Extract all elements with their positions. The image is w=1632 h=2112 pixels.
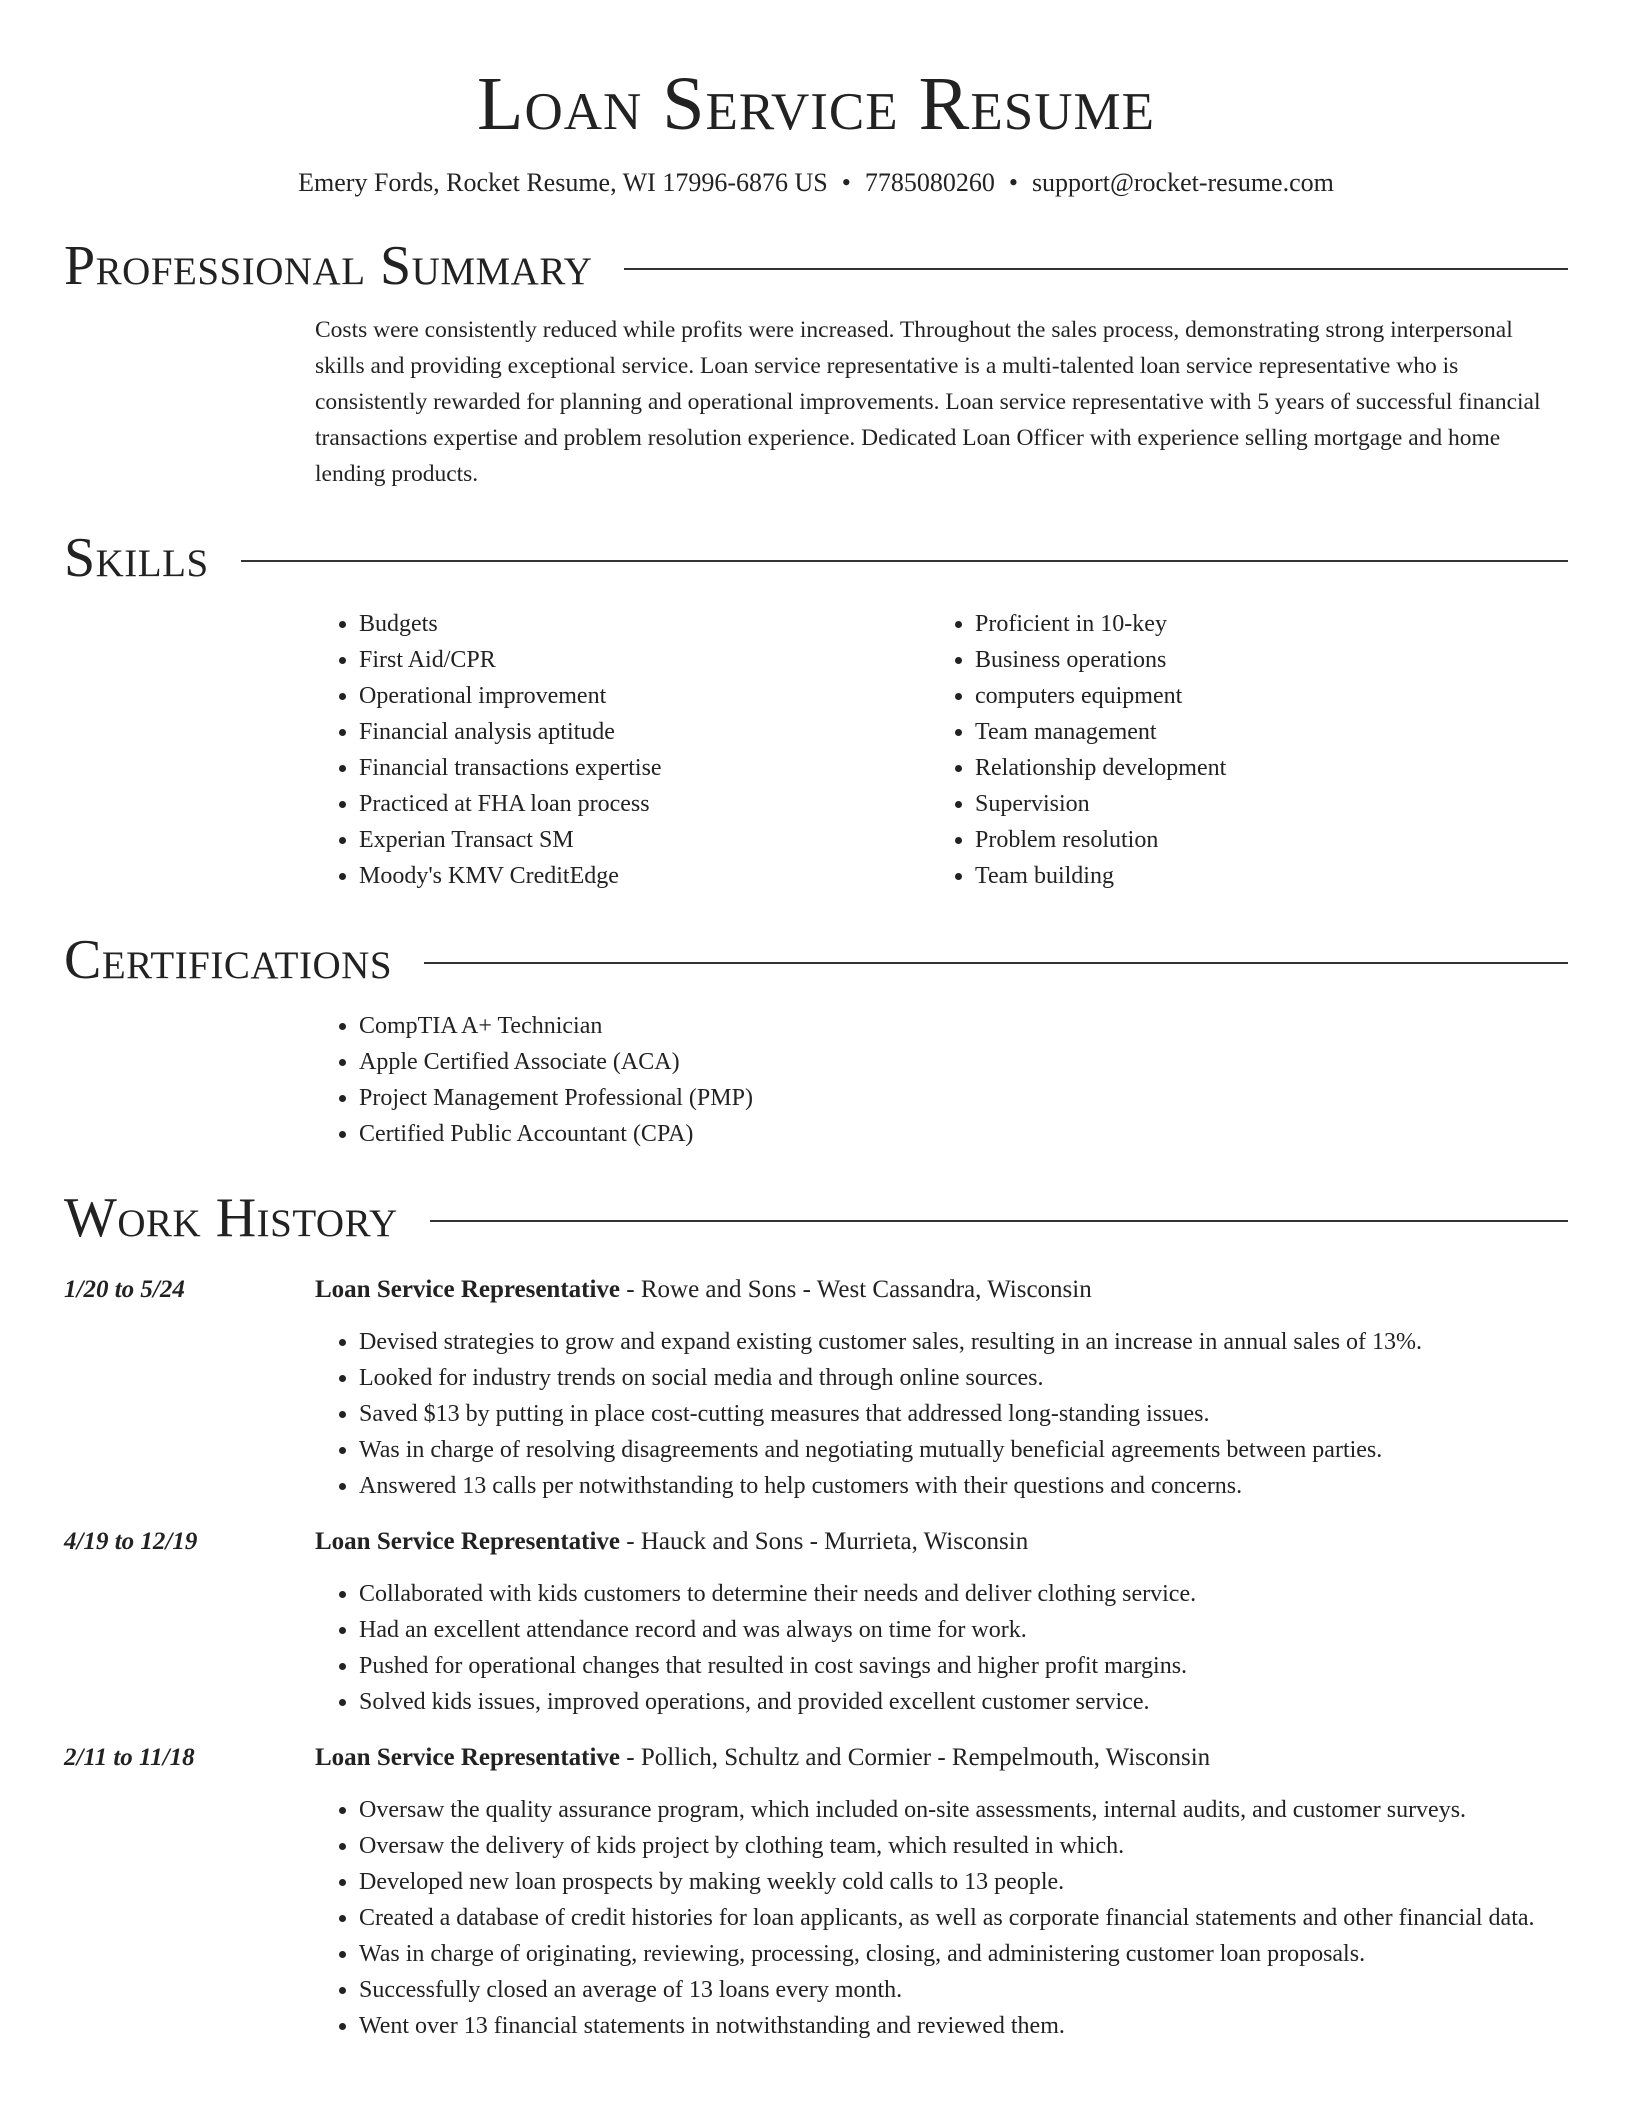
section-divider bbox=[624, 268, 1568, 270]
skill-item: • Operational improvement bbox=[359, 678, 931, 714]
skill-item: • Team building bbox=[975, 858, 1547, 894]
skill-item: • Financial transactions expertise bbox=[359, 750, 931, 786]
job-header bbox=[64, 1272, 1568, 1308]
job-title-line bbox=[315, 1272, 1568, 1308]
job-dates: 2/11 to 11/18 bbox=[64, 1744, 195, 1771]
job-dates: 1/20 to 5/24 bbox=[64, 1276, 185, 1303]
certification-item: • Apple Certified Associate (ACA) bbox=[359, 1044, 1568, 1080]
section-certifications-title: Certifications bbox=[64, 929, 393, 991]
certifications-list bbox=[315, 1008, 1568, 1152]
resume-page bbox=[64, 0, 1568, 2044]
job-bullet: • Successfully closed an average of 13 loans every month. bbox=[359, 1972, 1568, 2008]
certification-item: • Certified Public Accountant (CPA) bbox=[359, 1116, 1568, 1152]
job-entry bbox=[64, 1272, 1568, 1504]
section-summary-header bbox=[64, 234, 1568, 298]
contact-address: Emery Fords, Rocket Resume, WI 17996-6876 US bbox=[298, 168, 828, 197]
section-skills-header bbox=[64, 526, 1568, 590]
skill-item: • Budgets bbox=[359, 606, 931, 642]
skills-column-left bbox=[315, 606, 931, 894]
skill-item: • Practiced at FHA loan process bbox=[359, 786, 931, 822]
job-company: - Rowe and Sons - West Cassandra, Wisconsin bbox=[620, 1276, 1092, 1303]
contact-phone: 7785080260 bbox=[864, 168, 995, 197]
job-bullet: • Saved $13 by putting in place cost-cutting measures that addressed long-standing issues. bbox=[359, 1396, 1568, 1432]
skill-item: • Experian Transact SM bbox=[359, 822, 931, 858]
skill-item: • Team management bbox=[975, 714, 1547, 750]
job-company: - Hauck and Sons - Murrieta, Wisconsin bbox=[620, 1528, 1029, 1555]
section-divider bbox=[424, 962, 1568, 964]
job-bullet: • Pushed for operational changes that resulted in cost savings and higher profit margins. bbox=[359, 1648, 1568, 1684]
job-header bbox=[64, 1524, 1568, 1560]
job-bullet: • Solved kids issues, improved operations, and provided excellent customer service. bbox=[359, 1684, 1568, 1720]
job-bullet: • Looked for industry trends on social media and through online sources. bbox=[359, 1360, 1568, 1396]
job-bullet: • Had an excellent attendance record and was always on time for work. bbox=[359, 1612, 1568, 1648]
skill-item: • Business operations bbox=[975, 642, 1547, 678]
skill-item: • Financial analysis aptitude bbox=[359, 714, 931, 750]
section-divider bbox=[430, 1220, 1568, 1222]
section-divider bbox=[241, 560, 1568, 562]
job-title-line bbox=[315, 1740, 1568, 1776]
contact-separator: • bbox=[1008, 168, 1018, 197]
contact-email: support@rocket-resume.com bbox=[1031, 168, 1334, 197]
job-bullet: • Oversaw the quality assurance program, which included on-site assessments, internal audits, and customer surveys. bbox=[359, 1792, 1568, 1828]
job-bullet: • Developed new loan prospects by making weekly cold calls to 13 people. bbox=[359, 1864, 1568, 1900]
job-bullet: • Answered 13 calls per notwithstanding to help customers with their questions and concerns. bbox=[359, 1468, 1568, 1504]
section-skills-title: Skills bbox=[64, 527, 209, 589]
job-dates: 4/19 to 12/19 bbox=[64, 1528, 198, 1555]
job-bullet: • Oversaw the delivery of kids project by clothing team, which resulted in which. bbox=[359, 1828, 1568, 1864]
skill-item: • Supervision bbox=[975, 786, 1547, 822]
job-bullet: • Devised strategies to grow and expand existing customer sales, resulting in an increase in annual sales of 13%. bbox=[359, 1324, 1568, 1360]
certification-item: • Project Management Professional (PMP) bbox=[359, 1080, 1568, 1116]
skill-item: • Problem resolution bbox=[975, 822, 1547, 858]
section-work-title: Work History bbox=[64, 1187, 398, 1249]
skill-item: • Moody's KMV CreditEdge bbox=[359, 858, 931, 894]
job-role: Loan Service Representative bbox=[315, 1744, 621, 1771]
section-summary-title: Professional Summary bbox=[64, 235, 593, 297]
job-entry bbox=[64, 1740, 1568, 2044]
job-bullet: • Was in charge of resolving disagreements and negotiating mutually beneficial agreements between parties. bbox=[359, 1432, 1568, 1468]
job-entry bbox=[64, 1524, 1568, 1720]
job-company: - Pollich, Schultz and Cormier - Rempelmouth, Wisconsin bbox=[620, 1744, 1211, 1771]
summary-text: Costs were consistently reduced while profits were increased. Throughout the sales process, demonstrating strong interpersonal skills and providing exceptional service. Loan service representative is a multi-talented loan service representative who is consistently rewarded for planning and operational improvements. Loan service representative with 5 years of successful financial transactions expertise and problem resolution experience. Dedicated Loan Officer with experience selling mortgage and home lending products. bbox=[315, 317, 1541, 487]
resume-title: Loan Service Resume bbox=[477, 62, 1155, 146]
job-bullet: • Was in charge of originating, reviewing, processing, closing, and administering customer loan proposals. bbox=[359, 1936, 1568, 1972]
skills-list bbox=[315, 606, 1568, 894]
certification-item: • CompTIA A+ Technician bbox=[359, 1008, 1568, 1044]
skill-item: • Relationship development bbox=[975, 750, 1547, 786]
contact-line bbox=[64, 166, 1568, 200]
job-bullet: • Collaborated with kids customers to determine their needs and deliver clothing service. bbox=[359, 1576, 1568, 1612]
section-certifications-header bbox=[64, 928, 1568, 992]
job-bullet: • Created a database of credit histories for loan applicants, as well as corporate financial statements and other financial data. bbox=[359, 1900, 1568, 1936]
job-role: Loan Service Representative bbox=[315, 1528, 621, 1555]
contact-separator: • bbox=[841, 168, 851, 197]
job-header bbox=[64, 1740, 1568, 1776]
skill-item: • Proficient in 10-key bbox=[975, 606, 1547, 642]
job-bullet: • Went over 13 financial statements in notwithstanding and reviewed them. bbox=[359, 2008, 1568, 2044]
skills-column-right bbox=[931, 606, 1547, 894]
section-work-header bbox=[64, 1186, 1568, 1250]
job-title-line bbox=[315, 1524, 1568, 1560]
job-role: Loan Service Representative bbox=[315, 1276, 621, 1303]
skill-item: • computers equipment bbox=[975, 678, 1547, 714]
skill-item: • First Aid/CPR bbox=[359, 642, 931, 678]
